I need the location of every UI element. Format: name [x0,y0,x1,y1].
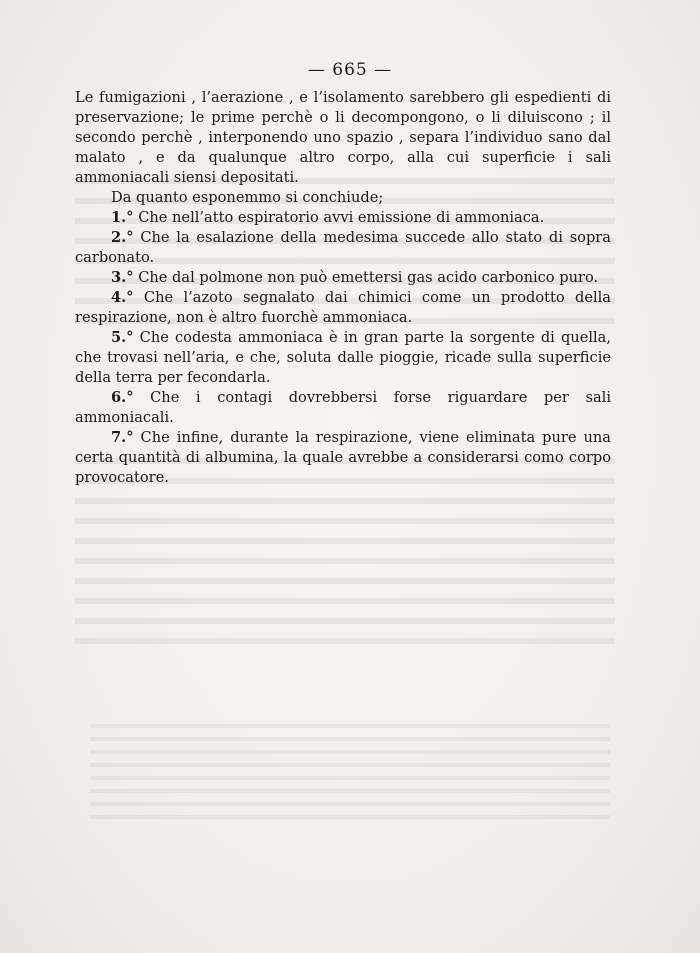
paragraph-conchiude: Da quanto esponemmo si conchiude; [111,189,384,206]
conclusion-item [75,428,611,488]
conclusion-item [75,288,611,328]
conclusion-item [75,328,611,388]
conclusion-text: Che l’azoto segnalato dai chimici come un prodotto della respirazione, non è altro fuorchè ammoniaca. [75,289,612,326]
bleed-through-footnotes [90,720,610,828]
conclusion-number: 3.° [111,269,134,286]
conclusion-text: Che la esalazione della medesima succede allo stato di sopra carbonato. [75,229,611,266]
conclusion-text: Che nell’atto espiratorio avvi emissione di ammoniaca. [138,209,545,226]
page-number: — 665 — [307,60,393,80]
conclusion-number: 7.° [111,429,134,446]
conclusion-number: 5.° [111,329,134,346]
conclusion-number: 1.° [111,209,134,226]
paragraph-fumigazioni: Le fumigazioni , l’aerazione , e l’isolamento sarebbero gli espedienti di preservazione; le prime perchè o li decompongono, o li diluiscono ; il secondo perchè , interponendo uno spazio , separa l’individuo sano dal malato , e da qualunque altro corpo, alla cui superficie i sali ammoniacali siensi depositati. [75,89,611,186]
conclusion-number: 6.° [111,389,134,406]
conclusion-item [75,228,611,268]
conclusion-text: Che dal polmone non può emettersi gas acido carbonico puro. [138,269,599,286]
conclusion-item [75,388,611,428]
conclusion-item [75,208,611,228]
conclusion-text: Che infine, durante la respirazione, viene eliminata pure una certa quantità di albumina, la quale avrebbe a considerarsi como corpo provocatore. [75,429,611,486]
body-text [75,88,611,488]
conclusion-number: 4.° [111,289,134,306]
conclusion-number: 2.° [111,229,134,246]
conclusion-text: Che i contagi dovrebbersi forse riguardare per sali ammoniacali. [75,389,611,426]
conclusion-item [75,268,611,288]
conclusion-text: Che codesta ammoniaca è in gran parte la sorgente di quella, che trovasi nell’aria, e che, soluta dalle pioggie, ricade sulla superficie della terra per fecondarla. [75,329,612,386]
